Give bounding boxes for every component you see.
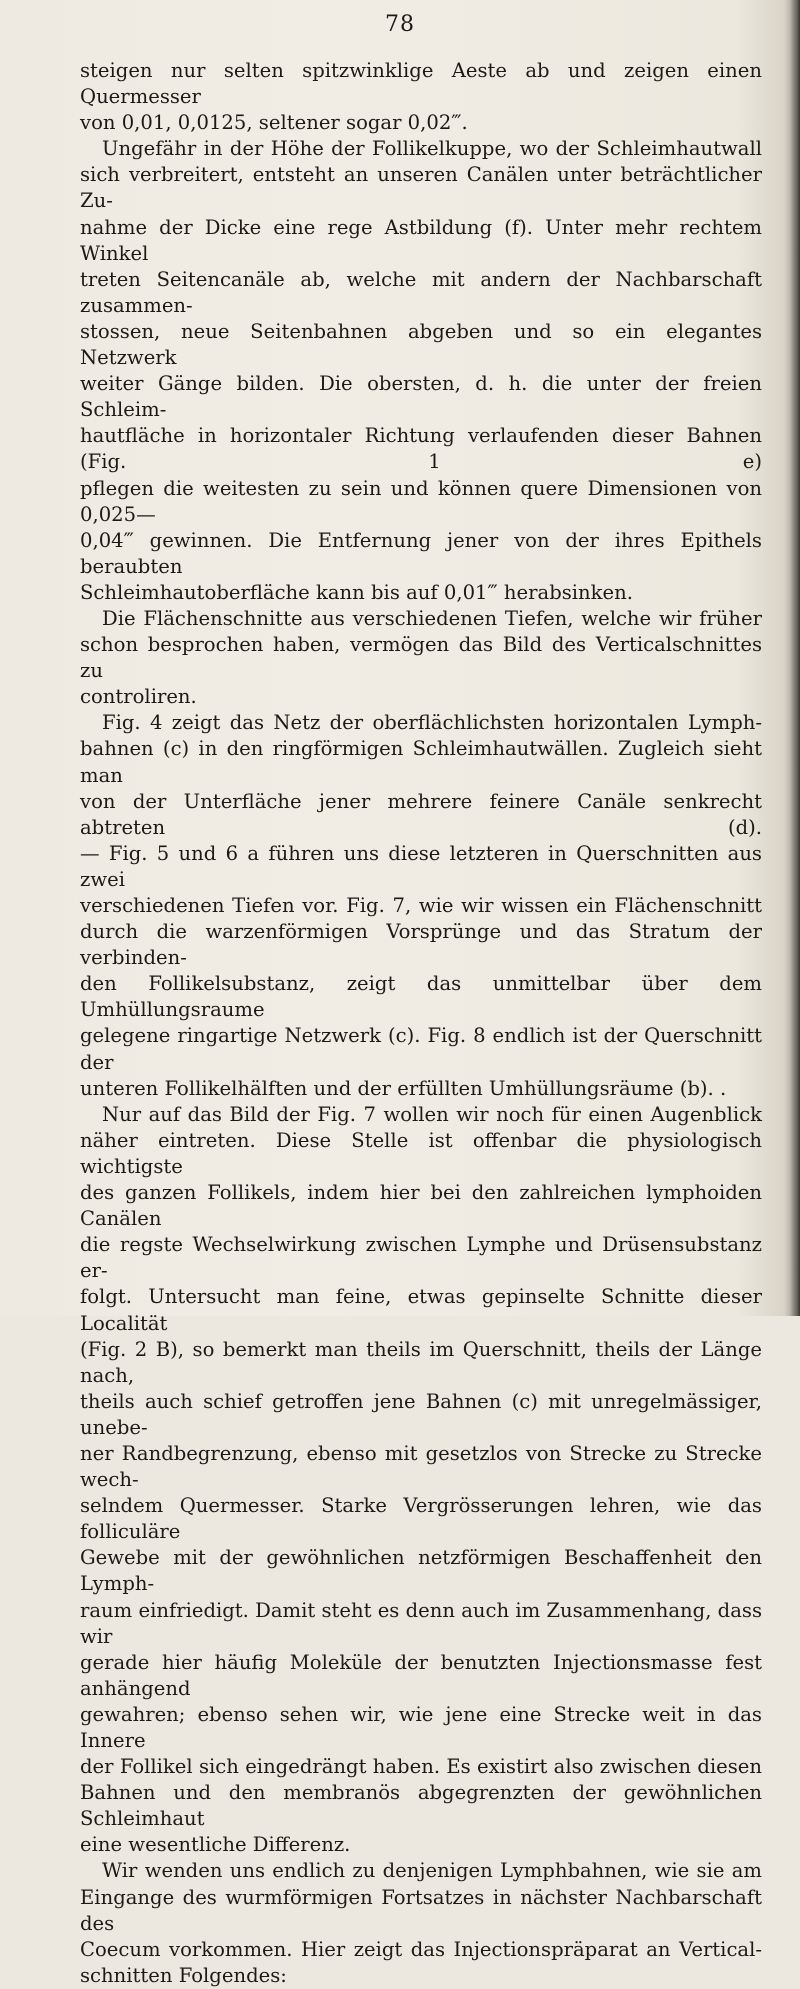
text-line: Coecum vorkommen. Hier zeigt das Injectionspräparat an Vertical- <box>80 1937 762 1961</box>
text-line: gerade hier häufig Moleküle der benutzten Injectionsmasse fest anhängend <box>80 1650 762 1700</box>
text-line: durch die warzenförmigen Vorsprünge und das Stratum der verbinden- <box>80 920 762 970</box>
text-line: pflegen die weitesten zu sein und können quere Dimensionen von 0,025— <box>80 476 762 526</box>
text-line: näher eintreten. Diese Stelle ist offenbar die physiologisch wichtigste <box>80 1128 762 1178</box>
text-line: die regste Wechselwirkung zwischen Lymphe und Drüsensubstanz er- <box>80 1233 762 1283</box>
text-line: steigen nur selten spitzwinklige Aeste ab und zeigen einen Quermesser <box>80 59 762 109</box>
page-edge-shadow <box>790 0 800 1316</box>
text-line: Nur auf das Bild der Fig. 7 wollen wir noch für einen Augenblick <box>102 1102 762 1126</box>
text-line: Fig. 4 zeigt das Netz der oberflächlichsten horizontalen Lymph- <box>102 711 762 735</box>
text-line: schon besprochen haben, vermögen das Bild des Verticalschnittes zu <box>80 633 762 683</box>
text-line: gelegene ringartige Netzwerk (c). Fig. 8 endlich ist der Querschnitt der <box>80 1024 762 1074</box>
body-text <box>80 58 762 1989</box>
text-line: raum einfriedigt. Damit steht es denn auch im Zusammenhang, dass wir <box>80 1598 762 1648</box>
text-line: Die Flächenschnitte aus verschiedenen Tiefen, welche wir früher <box>102 606 762 630</box>
text-line: selndem Quermesser. Starke Vergrösserungen lehren, wie das folliculäre <box>80 1494 762 1544</box>
text-line: hautfläche in horizontaler Richtung verlaufenden dieser Bahnen (Fig. 1 e) <box>80 424 762 474</box>
text-line: von 0,01, 0,0125, seltener sogar 0,02‴. <box>80 111 468 135</box>
text-line: nahme der Dicke eine rege Astbildung (f). Unter mehr rechtem Winkel <box>80 215 762 265</box>
text-line: folgt. Untersucht man feine, etwas gepinselte Schnitte dieser Localität <box>80 1285 762 1335</box>
text-line: Eingange des wurmförmigen Fortsatzes in nächster Nachbarschaft des <box>80 1885 762 1935</box>
text-line: den Follikelsubstanz, zeigt das unmittelbar über dem Umhüllungsraume <box>80 972 762 1022</box>
text-line: unteren Follikelhälften und der erfüllten Umhüllungsräume (b). . <box>80 1076 727 1100</box>
text-line: weiter Gänge bilden. Die obersten, d. h. die unter der freien Schleim- <box>80 372 762 422</box>
text-line: bahnen (c) in den ringförmigen Schleimhautwällen. Zugleich sieht man <box>80 737 762 787</box>
text-line: stossen, neue Seitenbahnen abgeben und so ein elegantes Netzwerk <box>80 319 762 370</box>
text-line: verschiedenen Tiefen vor. Fig. 7, wie wir wissen ein Flächenschnitt <box>80 894 762 917</box>
text-line: schnitten Folgendes: <box>80 1963 287 1987</box>
text-line: Schleimhautoberfläche kann bis auf 0,01‴ herabsinken. <box>80 580 633 604</box>
text-line: theils auch schief getroffen jene Bahnen (c) mit unregelmässiger, unebe- <box>80 1389 762 1439</box>
text-line: eine wesentliche Differenz. <box>80 1833 351 1857</box>
text-line: sich verbreitert, entsteht an unseren Canälen unter beträchtlicher Zu- <box>80 163 762 213</box>
text-line: Gewebe mit der gewöhnlichen netzförmigen Beschaffenheit den Lymph- <box>80 1546 762 1596</box>
text-line: Ungefähr in der Höhe der Follikelkuppe, wo der Schleimhautwall <box>102 137 762 161</box>
text-line: des ganzen Follikels, indem hier bei den zahlreichen lymphoiden Canälen <box>80 1181 762 1231</box>
text-line: treten Seitencanäle ab, welche mit andern der Nachbarschaft zusammen- <box>80 267 762 317</box>
text-line: Bahnen und den membranös abgegrenzten der gewöhnlichen Schleimhaut <box>80 1781 762 1831</box>
text-line: gewahren; ebenso sehen wir, wie jene eine Strecke weit in das Innere <box>80 1702 762 1752</box>
text-line: 0,04‴ gewinnen. Die Entfernung jener von der ihres Epithels beraubten <box>80 528 762 578</box>
text-line: controliren. <box>80 685 197 709</box>
text-line: — Fig. 5 und 6 a führen uns diese letzteren in Querschnitten aus zwei <box>80 841 762 891</box>
text-line: der Follikel sich eingedrängt haben. Es existirt also zwischen diesen <box>80 1755 762 1779</box>
text-line: Wir wenden uns endlich zu denjenigen Lymphbahnen, wie sie am <box>102 1859 762 1883</box>
text-line: von der Unterfläche jener mehrere feinere Canäle senkrecht abtreten (d). <box>80 789 762 839</box>
text-line: (Fig. 2 B), so bemerkt man theils im Querschnitt, theils der Länge nach, <box>80 1337 762 1387</box>
text-line: ner Randbegrenzung, ebenso mit gesetzlos von Strecke zu Strecke wech- <box>80 1441 762 1492</box>
page-number: 78 <box>385 12 415 37</box>
